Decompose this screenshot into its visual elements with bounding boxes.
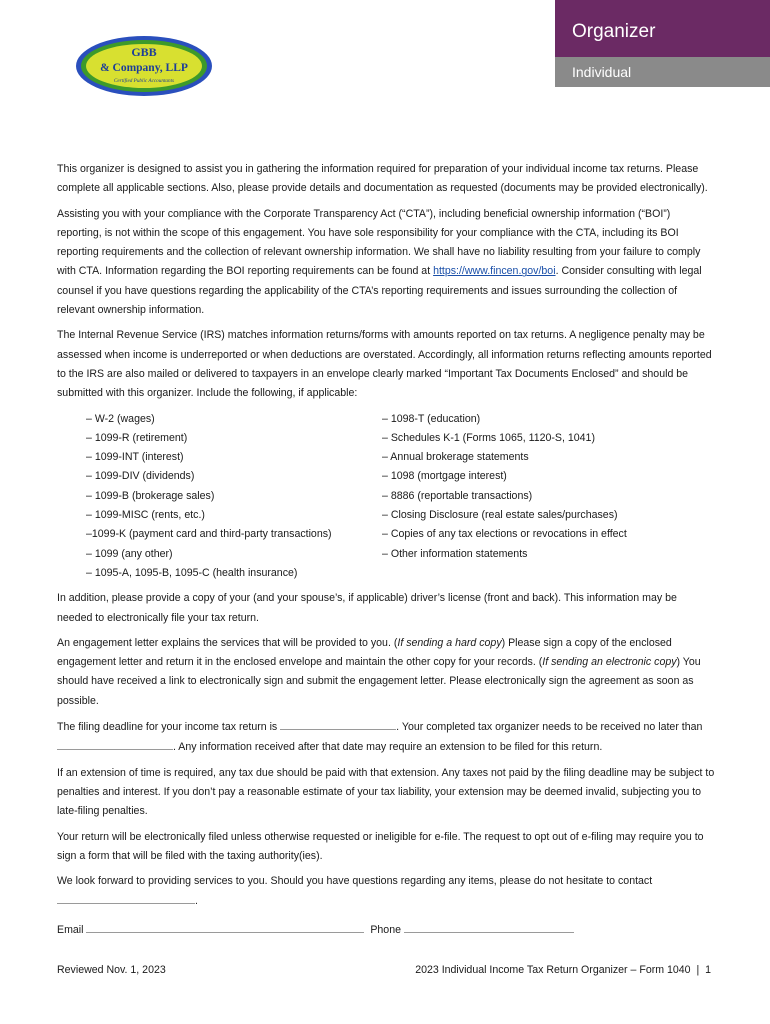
footer-reviewed-date: Reviewed Nov. 1, 2023: [57, 964, 166, 976]
logo-line2: & Company, LLP: [100, 62, 188, 74]
list-item: – 8886 (reportable transactions): [382, 489, 533, 502]
footer-form-title: 2023 Individual Income Tax Return Organizer – Form 1040 | 1: [415, 964, 711, 976]
deadline-text-2: . Your completed tax organizer needs to be received no later than: [396, 721, 703, 734]
cta-paragraph: [57, 205, 715, 321]
engagement-text-1: An engagement letter explains the services that will be provided to you. (: [57, 636, 398, 649]
engagement-text-2: ) Please sign a copy of the enclosed engagement letter and return it in the enclosed envelope and maintain the other copy for your records. (: [57, 636, 672, 669]
engagement-text-3: ) You should have received a link to electronically sign and submit the engagement letter. Please electronically sign the agreement as soon as possible.: [57, 656, 701, 707]
logo-line1: GBB: [131, 45, 157, 59]
extension-paragraph: If an extension of time is required, any tax due should be paid with that extension. Any taxes not paid by the filing deadline may be subject to penalties and interest. If you don’t pay a reasonable estimate of your tax liability, your extension may be deemed invalid, subjecting you to late-filing penalties.: [57, 766, 715, 818]
intro-paragraph: This organizer is designed to assist you in gathering the information required for preparation of your individual income tax returns. Please complete all applicable sections. Also, please provide details and documentation as requested (documents may be provided electronically).: [57, 163, 708, 195]
deadline-text-1: The filing deadline for your income tax return is: [57, 721, 281, 734]
main-content: [57, 160, 715, 946]
list-item: – 1099-INT (interest): [86, 451, 184, 464]
logo-line3: Certified Public Accountants: [113, 78, 175, 84]
phone-field[interactable]: [404, 920, 574, 933]
list-item: – Copies of any tax elections or revocations in effect: [382, 528, 627, 541]
phone-label: Phone: [370, 923, 401, 936]
list-item: –1099-K (payment card and third-party transactions): [86, 528, 332, 541]
contact-name-field[interactable]: [57, 891, 195, 904]
list-item: – Annual brokerage statements: [382, 451, 529, 464]
list-item: – W-2 (wages): [86, 412, 155, 425]
email-field[interactable]: [86, 920, 364, 933]
list-item: – 1095-A, 1095-B, 1095-C (health insurance): [86, 566, 298, 579]
header-block: [555, 0, 770, 87]
engagement-italic-1: If sending a hard copy: [397, 636, 502, 649]
engagement-paragraph: [57, 634, 715, 711]
closing-text-2: .: [195, 895, 198, 908]
header-title: Organizer: [555, 0, 770, 57]
list-item: – Other information statements: [382, 547, 528, 560]
list-item: – Closing Disclosure (real estate sales/purchases): [382, 509, 618, 522]
cta-text-after: . Consider consulting with legal counsel if you have questions regarding the applicability of the CTA’s reporting requirements and issues surrounding the collection of relevant ownership information.: [57, 265, 702, 317]
cta-text-before: Assisting you with your compliance with the Corporate Transparency Act (“CTA”), including beneficial ownership information (“BOI”) reporting, is not within the scope of this engagement. You have sole responsibility for your compliance with the CTA, including its BOI reporting requirements and the collection of relevant ownership information. We shall have no liability resulting from your failure to comply with CTA. Information regarding the BOI reporting requirements can be found at: [57, 207, 701, 278]
list-item: – 1099-MISC (rents, etc.): [86, 509, 205, 522]
deadline-paragraph: [57, 717, 715, 758]
closing-text-1: We look forward to providing services to you. Should you have questions regarding any items, please do not hesitate to contact: [57, 875, 653, 888]
list-item: – Schedules K-1 (Forms 1065, 1120-S, 1041): [382, 431, 595, 444]
email-label: Email: [57, 923, 84, 936]
documents-list: [57, 410, 715, 584]
fincen-link[interactable]: https://www.fincen.gov/boi: [433, 265, 556, 278]
page-footer: [57, 963, 711, 977]
efile-paragraph: Your return will be electronically filed unless otherwise requested or ineligible for e-file. The request to opt out of e-filing may require you to sign a form that will be filed with the taxing authority(ies).: [57, 830, 704, 862]
list-item: – 1099-B (brokerage sales): [86, 489, 215, 502]
documents-list-left: [57, 410, 382, 584]
list-item: – 1098-T (education): [382, 412, 481, 425]
closing-paragraph: [57, 872, 715, 912]
list-item: – 1099-DIV (dividends): [86, 470, 195, 483]
engagement-italic-2: If sending an electronic copy: [542, 656, 677, 669]
irs-paragraph: The Internal Revenue Service (IRS) matches information returns/forms with amounts reported on tax returns. A negligence penalty may be assessed when income is underreported or when deductions are overstated. Accordingly, all information returns reflecting amounts reported to the IRS are also mailed or delivered to taxpayers in an envelope clearly marked “Important Tax Documents Enclosed” and should be submitted with this organizer. Include the following, if applicable:: [57, 329, 712, 400]
filing-deadline-field[interactable]: [280, 717, 396, 730]
license-paragraph: In addition, please provide a copy of your (and your spouse’s, if applicable) driver’s license (front and back). This information may be needed to electronically file your tax return.: [57, 592, 677, 624]
documents-list-right: [382, 410, 715, 584]
company-logo: [75, 35, 213, 97]
header-subtitle: Individual: [555, 57, 770, 87]
list-item: – 1099 (any other): [86, 547, 173, 560]
organizer-due-date-field[interactable]: [57, 737, 173, 750]
contact-fields-row: [57, 920, 715, 940]
deadline-text-3: . Any information received after that date may require an extension to be filed for this return.: [173, 741, 603, 754]
list-item: – 1099-R (retirement): [86, 431, 188, 444]
list-item: – 1098 (mortgage interest): [382, 470, 507, 483]
